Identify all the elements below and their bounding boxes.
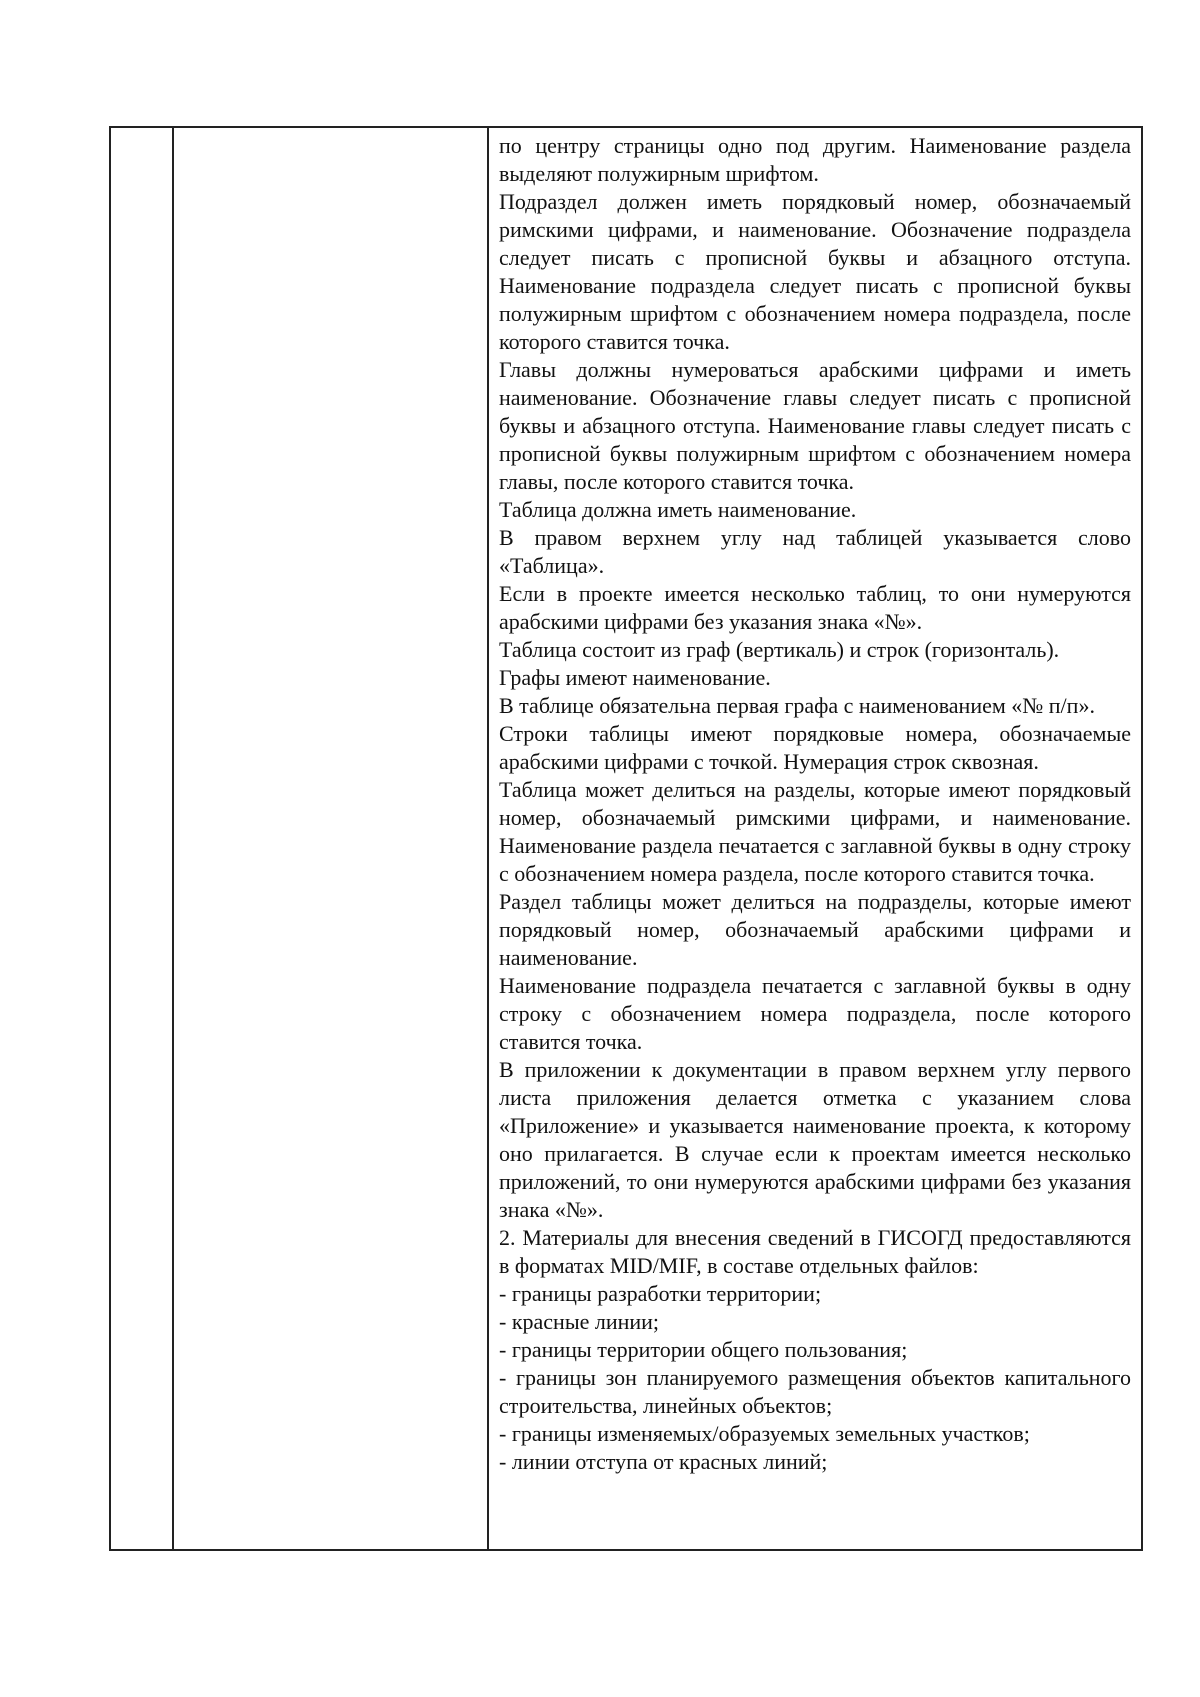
paragraph: Главы должны нумероваться арабскими цифрами и иметь наименование. Обозначение главы следует писать с прописной буквы и абзацного отступа. Наименование главы следует писать с прописной буквы полужирным шрифтом с обозначением номера главы, после которого ставится точка. bbox=[499, 357, 1131, 494]
list-item: - границы территории общего пользования; bbox=[499, 1337, 908, 1362]
paragraph: Строки таблицы имеют порядковые номера, обозначаемые арабскими цифрами с точкой. Нумерация строк сквозная. bbox=[499, 721, 1131, 774]
paragraph: Таблица должна иметь наименование. bbox=[499, 497, 857, 522]
list-item: - линии отступа от красных линий; bbox=[499, 1449, 828, 1474]
paragraph: Если в проекте имеется несколько таблиц, то они нумеруются арабскими цифрами без указания знака «№». bbox=[499, 581, 1131, 634]
list-item: - границы разработки территории; bbox=[499, 1281, 822, 1306]
list-item: - границы изменяемых/образуемых земельных участков; bbox=[499, 1421, 1030, 1446]
paragraph: Графы имеют наименование. bbox=[499, 665, 771, 690]
paragraph: В правом верхнем углу над таблицей указывается слово «Таблица». bbox=[499, 525, 1131, 578]
paragraph: Таблица может делиться на разделы, которые имеют порядковый номер, обозначаемый римскими цифрами, и наименование. Наименование раздела печатается с заглавной буквы в одну строку с обозначением номера раздела, после которого ставится точка. bbox=[499, 777, 1131, 886]
paragraph: Наименование подраздела печатается с заглавной буквы в одну строку с обозначением номера подраздела, после которого ставится точка. bbox=[499, 973, 1131, 1054]
paragraph: В таблице обязательна первая графа с наименованием «№ п/п». bbox=[499, 693, 1095, 718]
paragraph: Подраздел должен иметь порядковый номер, обозначаемый римскими цифрами, и наименование. Обозначение подраздела следует писать с прописной буквы и абзацного отступа. Наименование подраздела следует писать с прописной буквы полужирным шрифтом с обозначением номера подраздела, после которого ставится точка. bbox=[499, 189, 1131, 354]
paragraph: Таблица состоит из граф (вертикаль) и строк (горизонталь). bbox=[499, 637, 1060, 662]
list-item: - границы зон планируемого размещения объектов капитального строительства, линейных объектов; bbox=[499, 1365, 1131, 1418]
list-item: - красные линии; bbox=[499, 1309, 660, 1334]
paragraph: В приложении к документации в правом верхнем углу первого листа приложения делается отметка с указанием слова «Приложение» и указывается наименование проекта, к которому оно прилагается. В случае если к проектам имеется несколько приложений, то они нумеруются арабскими цифрами без указания знака «№». bbox=[499, 1057, 1131, 1222]
document-table bbox=[109, 126, 1143, 1551]
paragraph: Раздел таблицы может делиться на подразделы, которые имеют порядковый номер, обозначаемый арабскими цифрами и наименование. bbox=[499, 889, 1131, 970]
table-column-requirements bbox=[489, 128, 1141, 1549]
table-column-name bbox=[174, 128, 489, 1549]
table-column-number bbox=[111, 128, 174, 1549]
paragraph: 2. Материалы для внесения сведений в ГИСОГД предоставляются в форматах MID/MIF, в составе отдельных файлов: bbox=[499, 1225, 1131, 1278]
paragraph: по центру страницы одно под другим. Наименование раздела выделяют полужирным шрифтом. bbox=[499, 133, 1131, 186]
